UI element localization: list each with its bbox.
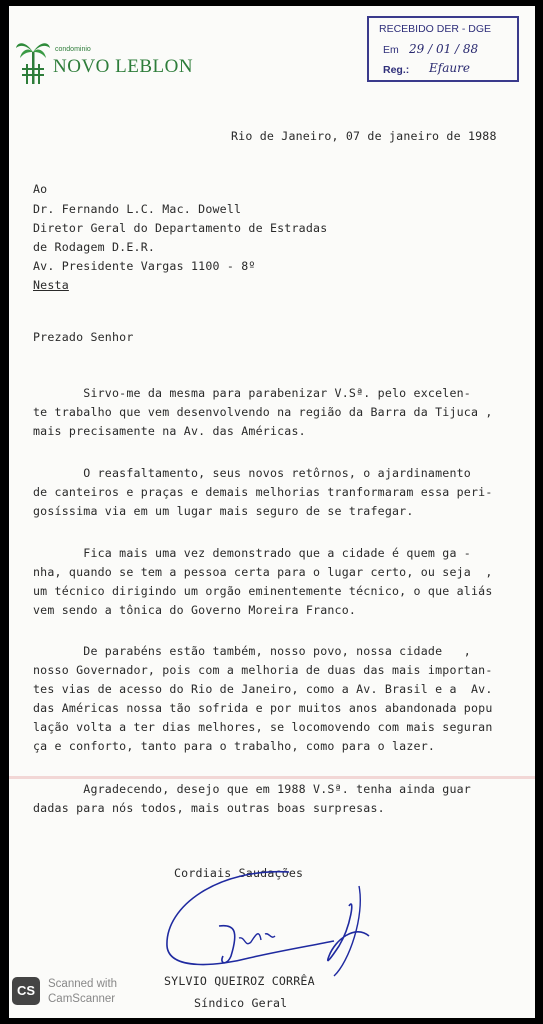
camscanner-watermark xyxy=(48,977,117,1007)
logo-subtitle: condominio xyxy=(55,46,91,53)
body-line: lação volta a ter dias melhores, se locomovendo com mais seguran xyxy=(33,720,493,734)
body-line: gosíssima via em um lugar mais seguro de se trafegar. xyxy=(33,504,414,518)
body-line: nosso Governador, pois com a melhoria de duas das mais importan- xyxy=(33,663,493,677)
signer-title: Síndico Geral xyxy=(194,996,288,1010)
letter-date: Rio de Janeiro, 07 de janeiro de 1988 xyxy=(231,129,497,143)
stamp-title: RECEBIDO DER - DGE xyxy=(379,23,492,35)
addressee-line: Ao xyxy=(33,182,48,196)
addressee-line: Nesta xyxy=(33,278,69,292)
addressee-line: Av. Presidente Vargas 1100 - 8º xyxy=(33,259,256,273)
salutation: Prezado Senhor xyxy=(33,330,134,344)
body-line: mais precisamente na Av. das Américas. xyxy=(33,424,306,438)
body-line: ça e conforto, tanto para o trabalho, como para o lazer. xyxy=(33,739,436,753)
body-line: tes vias de acesso do Rio de Janeiro, como a Av. Brasil e a Av. xyxy=(33,682,493,696)
stamp-date: 29 / 01 / 88 xyxy=(409,42,479,56)
body-line: dadas para nós todos, mais outras boas surpresas. xyxy=(33,801,385,815)
watermark-line2: CamScanner xyxy=(48,993,116,1005)
addressee-line: de Rodagem D.E.R. xyxy=(33,240,156,254)
addressee-line: Dr. Fernando L.C. Mac. Dowell xyxy=(33,202,242,216)
body-line: te trabalho que vem desenvolvendo na região da Barra da Tijuca , xyxy=(33,405,493,419)
stamp-reg-label: Reg.: xyxy=(383,64,410,76)
addressee-line: Diretor Geral do Departamento de Estradas xyxy=(33,221,328,235)
body-line: vem sendo a tônica do Governo Moreira Franco. xyxy=(33,603,357,617)
body-line: Sirvo-me da mesma para parabenizar V.Sª. pelo excelen- xyxy=(33,386,471,400)
body-line: Agradecendo, desejo que em 1988 V.Sª. tenha ainda guar xyxy=(33,782,471,796)
body-line: de canteiros e praças e demais melhorias tranformaram essa peri- xyxy=(33,485,493,499)
signer-name: SYLVIO QUEIROZ CORRÊA xyxy=(164,974,315,988)
body-line: das Américas nossa tão sofrida e por muitos anos abandonada popu xyxy=(33,701,493,715)
logo-name: NOVO LEBLON xyxy=(53,56,194,77)
camscanner-logo: CS xyxy=(12,977,40,1005)
body-line: O reasfaltamento, seus novos retôrnos, o ajardinamento xyxy=(33,466,471,480)
body-line: nha, quando se tem a pessoa certa para o lugar certo, ou seja , xyxy=(33,565,493,579)
stamp-em-label: Em xyxy=(383,44,399,56)
received-stamp xyxy=(367,16,519,82)
palm-tree-icon xyxy=(15,34,51,86)
stamp-reg-signature: Efaure xyxy=(429,61,470,75)
body-line: Fica mais uma vez demonstrado que a cidade é quem ga - xyxy=(33,546,471,560)
watermark-line1: Scanned with xyxy=(48,978,118,990)
letter-page xyxy=(9,6,535,1018)
scan-artifact xyxy=(9,776,535,779)
body-line: De parabéns estão também, nosso povo, nossa cidade , xyxy=(33,644,471,658)
closing: Cordiais Saudações xyxy=(174,866,304,880)
body-line: um técnico dirigindo um orgão eminentemente técnico, o que aliás xyxy=(33,584,493,598)
